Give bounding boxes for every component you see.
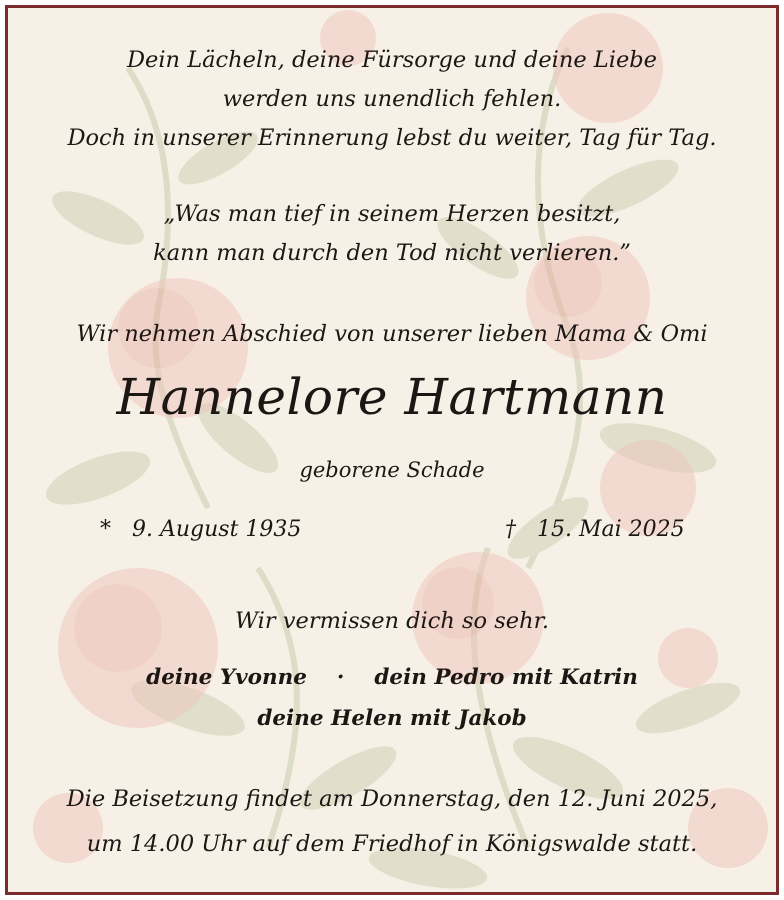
obituary-card bbox=[5, 5, 779, 895]
poem-line-1: Dein Lächeln, deine Fürsorge und deine Liebe bbox=[127, 47, 657, 73]
birth-symbol: * bbox=[100, 517, 111, 542]
death-line bbox=[505, 517, 685, 542]
poem-line-2: werden uns unendlich fehlen. bbox=[222, 86, 562, 112]
obituary-text bbox=[8, 8, 776, 892]
death-symbol: † bbox=[505, 517, 516, 542]
family-line-2: deine Helen mit Jakob bbox=[257, 706, 527, 731]
family-separator: · bbox=[336, 665, 345, 690]
missing-line: Wir vermissen dich so sehr. bbox=[234, 608, 550, 634]
deceased-name: Hannelore Hartmann bbox=[116, 368, 668, 426]
funeral-line-2: um 14.00 Uhr auf dem Friedhof in Königswalde statt. bbox=[86, 831, 698, 857]
intro-line: Wir nehmen Abschied von unserer lieben Mama & Omi bbox=[76, 321, 708, 347]
birth-name: geborene Schade bbox=[299, 458, 485, 482]
death-date: 15. Mai 2025 bbox=[536, 517, 685, 542]
birth-date: 9. August 1935 bbox=[131, 517, 302, 542]
poem-line-3: Doch in unserer Erinnerung lebst du weiter, Tag für Tag. bbox=[67, 125, 717, 151]
family-member-1: deine Yvonne bbox=[146, 665, 307, 690]
family-line-1 bbox=[8, 665, 776, 690]
funeral-line-1: Die Beisetzung findet am Donnerstag, den 12. Juni 2025, bbox=[66, 786, 718, 812]
quote-line-2: kann man durch den Tod nicht verlieren.” bbox=[153, 240, 631, 266]
quote-line-1: „Was man tief in seinem Herzen besitzt, bbox=[163, 201, 621, 227]
family-member-2: dein Pedro mit Katrin bbox=[374, 665, 638, 690]
birth-line bbox=[100, 517, 301, 542]
